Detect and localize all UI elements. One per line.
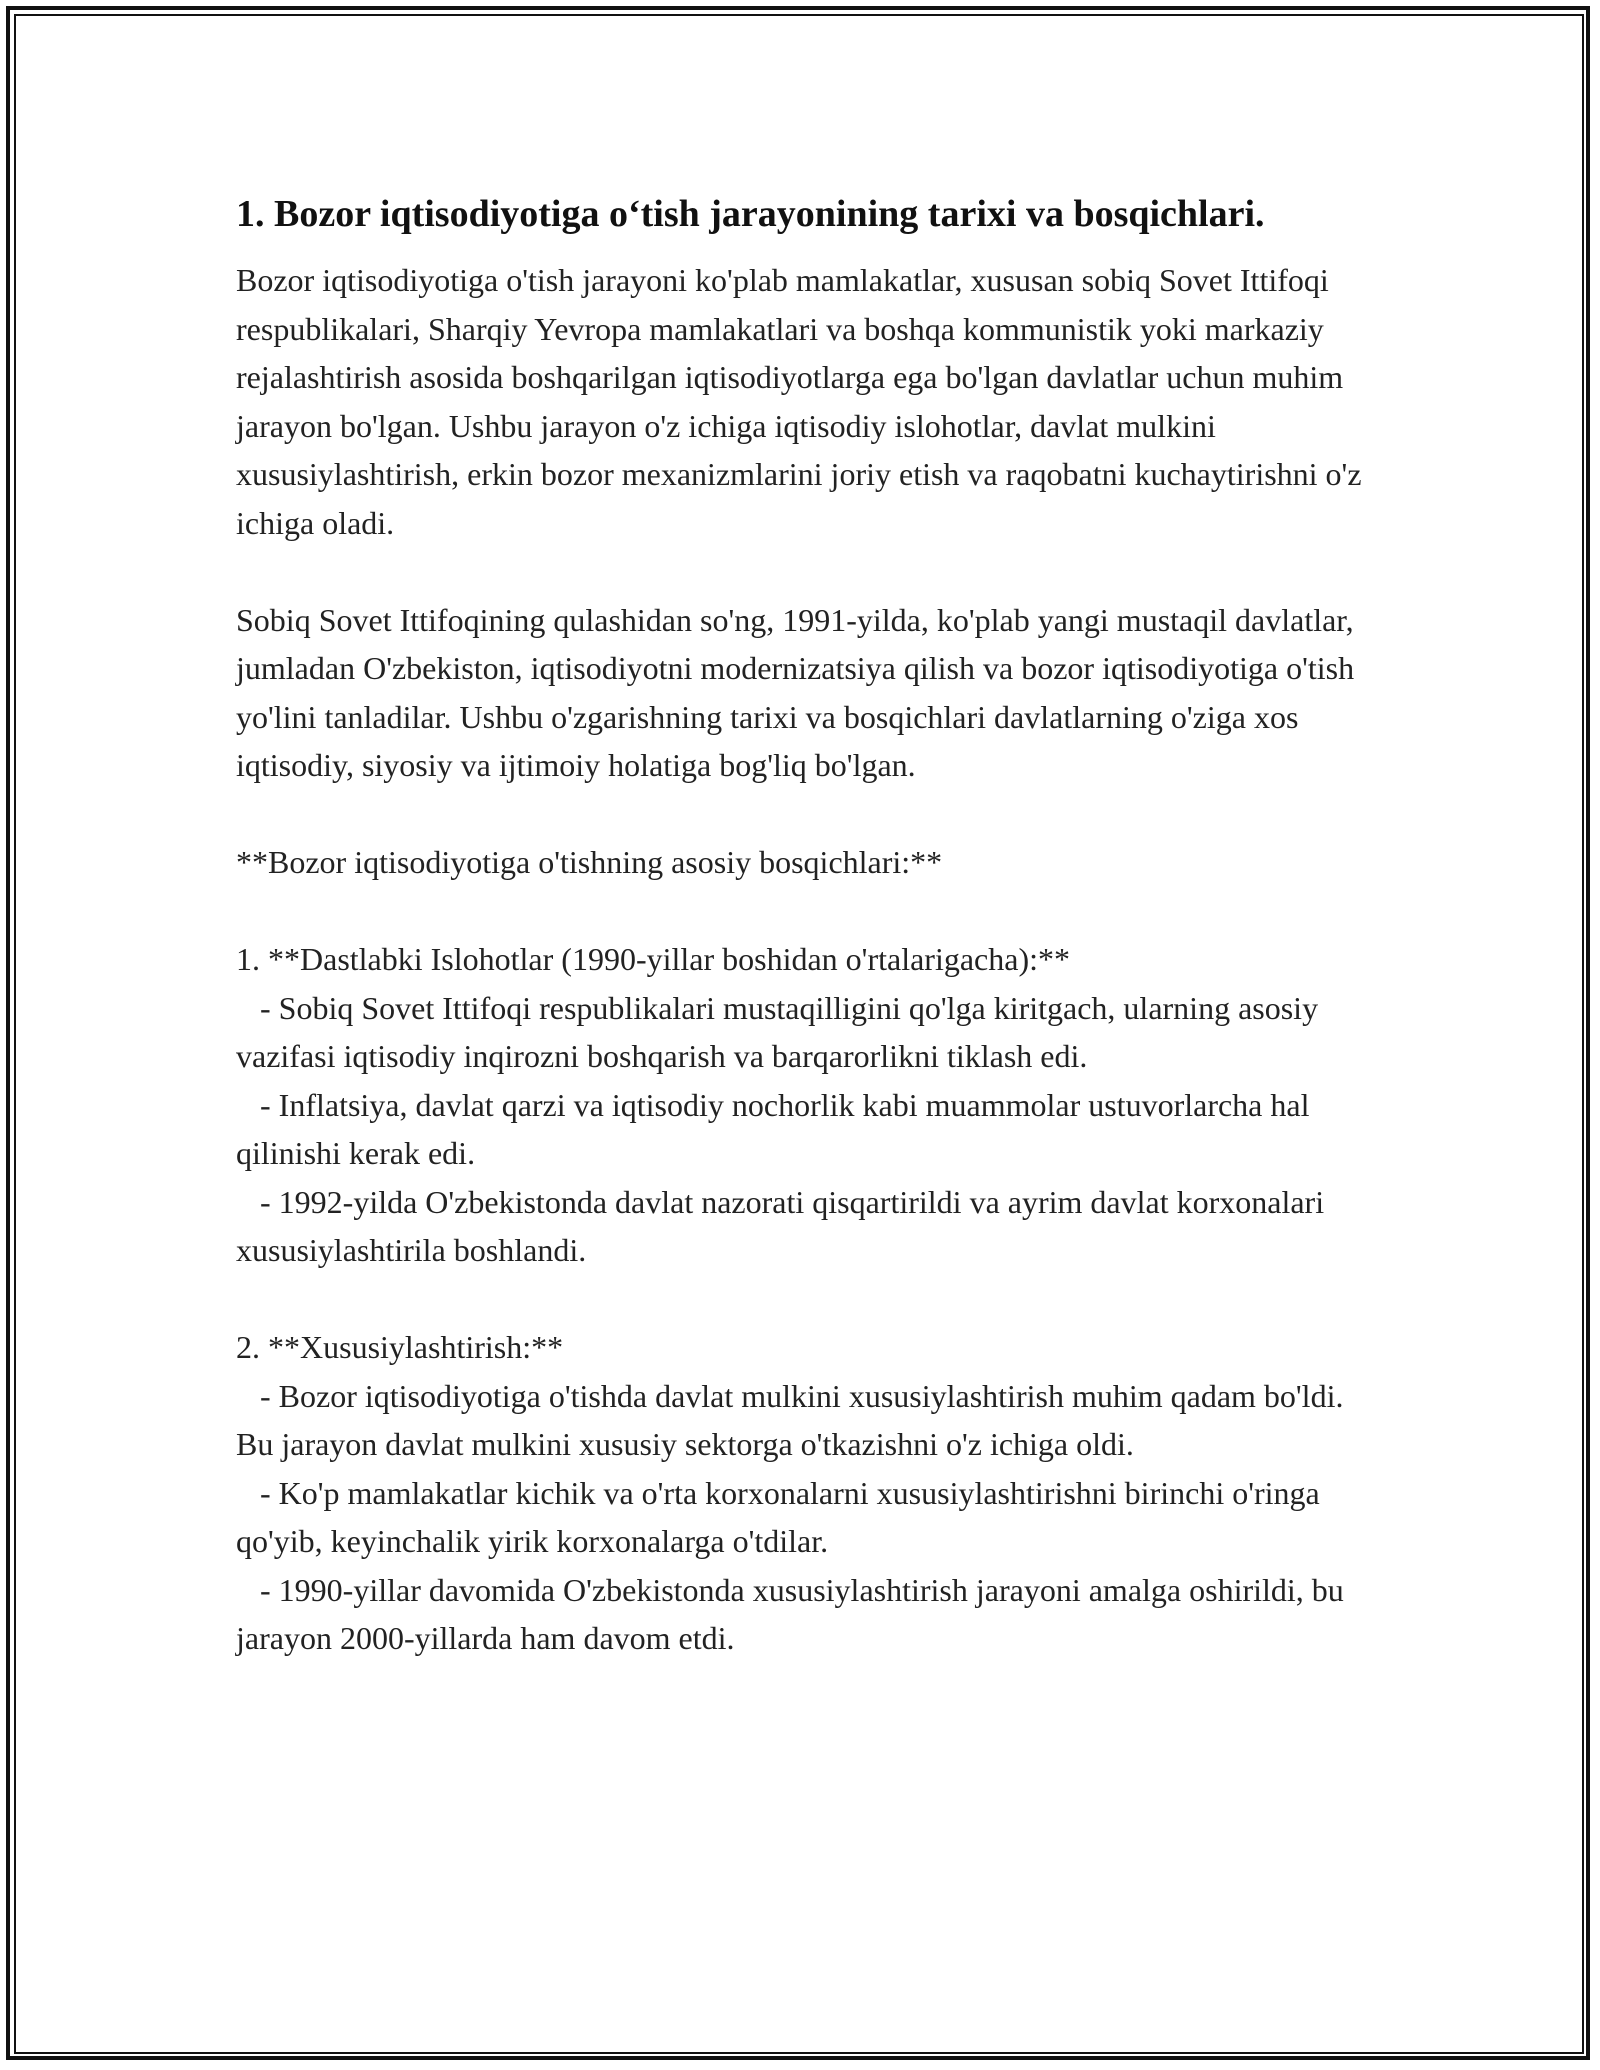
stages-heading: **Bozor iqtisodiyotiga o'tishning asosiy bosqichlari:** — [236, 844, 943, 880]
stage-1-item-3: - 1992-yilda O'zbekistonda davlat nazorati qisqartirildi va ayrim davlat korxonalari xususiylashtirila boshlandi. — [236, 1183, 1333, 1268]
paragraph-gap — [236, 790, 1386, 839]
paragraph-gap — [236, 1275, 1386, 1324]
intro-paragraph: Bozor iqtisodiyotiga o'tish jarayoni ko'plab mamlakatlar, xususan sobiq Sovet Ittifoqi respublikalari, Sharqiy Yevropa mamlakatlari va boshqa kommunistik yoki markaziy rejalashtirish asosida boshqarilgan iqtisodiyotlarga ega bo'lgan davlatlar uchun muhim jarayon bo'lgan. Ushbu jarayon o'z ichiga iqtisodiy islohotlar, davlat mulkini xususiylashtirish, erkin bozor mexanizmlarini joriy etish va raqobatni kuchaytirishni o'z ichiga oladi. — [236, 262, 1370, 541]
stage-1-item-1: - Sobiq Sovet Ittifoqi respublikalari mustaqilligini qo'lga kiritgach, ularning asosiy vazifasi iqtisodiy inqirozni boshqarish va barqarorlikni tiklash edi. — [236, 989, 1327, 1074]
stage-2-item-1: - Bozor iqtisodiyotiga o'tishda davlat mulkini xususiylashtirish muhim qadam bo'ldi. Bu jarayon davlat mulkini xususiy sektorga o'tkazishni o'z ichiga oldi. — [236, 1377, 1352, 1462]
stage-1-item-2: - Inflatsiya, davlat qarzi va iqtisodiy nochorlik kabi muammolar ustuvorlarcha hal qilinishi kerak edi. — [236, 1086, 1318, 1171]
stage-2-item-2: - Ko'p mamlakatlar kichik va o'rta korxonalarni xususiylashtirishni birinchi o'ringa qo'yib, keyinchalik yirik korxonalarga o'tdilar. — [236, 1474, 1328, 1559]
paragraph-gap — [236, 887, 1386, 936]
stage-2-heading: 2. **Xususiylashtirish:** — [236, 1329, 564, 1365]
stage-1-heading: 1. **Dastlabki Islohotlar (1990-yillar boshidan o'rtalarigacha):** — [236, 941, 1070, 977]
document-body — [236, 186, 1386, 1663]
paragraph-gap — [236, 547, 1386, 596]
history-paragraph: Sobiq Sovet Ittifoqining qulashidan so'ng, 1991-yilda, ko'plab yangi mustaqil davlatlar, jumladan O'zbekiston, iqtisodiyotni modernizatsiya qilish va bozor iqtisodiyotiga o'tish yo'lini tanladilar. Ushbu o'zgarishning tarixi va bosqichlari davlatlarning o'ziga xos iqtisodiy, siyosiy va ijtimoiy holatiga bog'liq bo'lgan. — [236, 601, 1363, 783]
document-title: 1. Bozor iqtisodiyotiga o‘tish jarayonining tarixi va bosqichlari. — [236, 193, 1265, 235]
stage-2-item-3: - 1990-yillar davomida O'zbekistonda xususiylashtirish jarayoni amalga oshirildi, bu jarayon 2000-yillarda ham davom etdi. — [236, 1571, 1352, 1656]
